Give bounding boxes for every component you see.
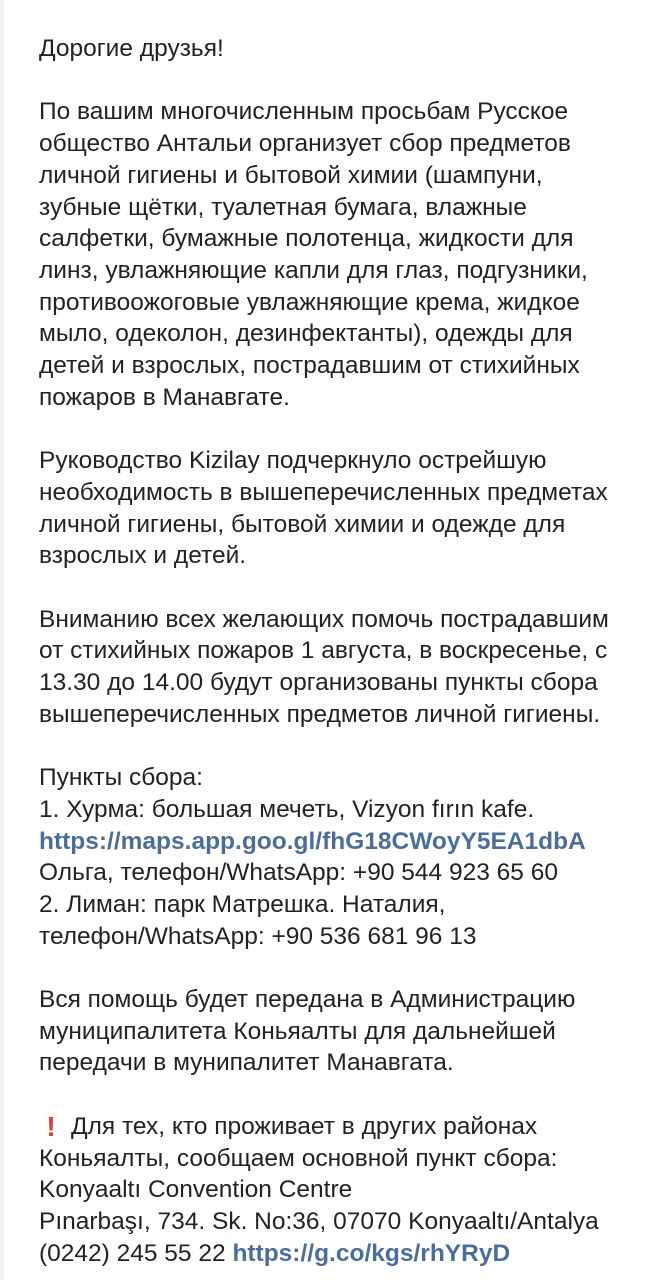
collection-points bbox=[39, 762, 669, 952]
venue-address: Pınarbaşı, 734. Sk. No:36, 07070 Konyaaltı/Antalya bbox=[39, 1207, 599, 1235]
text-line: детей и взрослых, пострадавшим от стихийных bbox=[39, 352, 580, 380]
venue-name: Konyaaltı Convention Centre bbox=[39, 1176, 353, 1204]
text-line: вышеперечисленных предметов личной гигиены. bbox=[39, 700, 601, 728]
paragraph-kizilay bbox=[39, 445, 669, 572]
contact-olga: Ольга, телефон/WhatsApp: +90 544 923 65 60 bbox=[39, 859, 558, 887]
exclamation-icon: ! bbox=[46, 1110, 56, 1142]
paragraph-gap bbox=[39, 952, 669, 984]
text-line: 13.30 до 14.00 будут организованы пункты сбора bbox=[39, 669, 598, 697]
venue-link[interactable]: https://g.co/kgs/rhYRyD bbox=[232, 1239, 511, 1267]
paragraph-gap bbox=[39, 572, 669, 604]
paragraph-gap bbox=[39, 413, 669, 445]
text-line: зубные щётки, туалетная бумага, влажные bbox=[39, 193, 527, 221]
text-line: салфетки, бумажные полотенца, жидкости для bbox=[39, 225, 574, 253]
text-line: общество Антальи организует сбор предметов bbox=[39, 130, 571, 158]
paragraph-schedule bbox=[39, 604, 669, 731]
text-line: передачи в мунипалитет Манавгата. bbox=[39, 1049, 454, 1077]
text-line: противоожоговые увлажняющие крема, жидкое bbox=[39, 288, 580, 316]
text-line: Для тех, кто проживает в других районах bbox=[71, 1112, 538, 1140]
paragraph-gap bbox=[39, 1079, 669, 1111]
text-line: необходимость в вышеперечисленных предметах bbox=[39, 478, 608, 506]
venue-phone: (0242) 245 55 22 bbox=[39, 1239, 226, 1267]
greeting: Дорогие друзья! bbox=[39, 35, 224, 62]
text-line: муниципалитета Коньяалты для дальнейшей bbox=[39, 1017, 556, 1045]
text-line: Руководство Kizilay подчеркнуло острейшую bbox=[39, 447, 547, 475]
text-line: взрослых и детей. bbox=[39, 542, 247, 570]
text-line: от стихийных пожаров 1 августа, в воскресенье, с bbox=[39, 637, 608, 665]
paragraph-collection-request bbox=[39, 96, 669, 413]
collection-points-title: Пункты сбора: bbox=[39, 764, 203, 792]
text-line: личной гигиены, бытовой химии и одежде для bbox=[39, 510, 566, 538]
paragraph-main-point bbox=[39, 1111, 669, 1270]
text-line: пожаров в Манавгате. bbox=[39, 383, 290, 411]
paragraph-administration bbox=[39, 984, 669, 1079]
maps-link[interactable]: https://maps.app.goo.gl/fhG18CWoyY5EA1dbA bbox=[39, 827, 586, 855]
text-line: линз, увлажняющие капли для глаз, подгузники, bbox=[39, 256, 588, 284]
paragraph-gap bbox=[39, 730, 669, 762]
paragraph-gap bbox=[39, 65, 669, 97]
contact-natalia: телефон/WhatsApp: +90 536 681 96 13 bbox=[39, 922, 477, 950]
text-line: Вся помощь будет передана в Администрацию bbox=[39, 986, 576, 1014]
text-line: мыло, одеколон, дезинфектанты), одежды для bbox=[39, 320, 573, 348]
collection-point-2: 2. Лиман: парк Матрешка. Наталия, bbox=[39, 890, 446, 918]
collection-point-1: 1. Хурма: большая мечеть, Vizyon fırın kafe. bbox=[39, 795, 535, 823]
text-line: Коньяалты, сообщаем основной пункт сбора: bbox=[39, 1144, 558, 1172]
text-line: Вниманию всех желающих помочь пострадавшим bbox=[39, 605, 609, 633]
message-body bbox=[39, 33, 669, 1269]
text-line: личной гигиены и бытовой химии (шампуни, bbox=[39, 161, 543, 189]
text-line: По вашим многочисленным просьбам Русское bbox=[39, 98, 569, 126]
message-edge bbox=[0, 0, 4, 1280]
